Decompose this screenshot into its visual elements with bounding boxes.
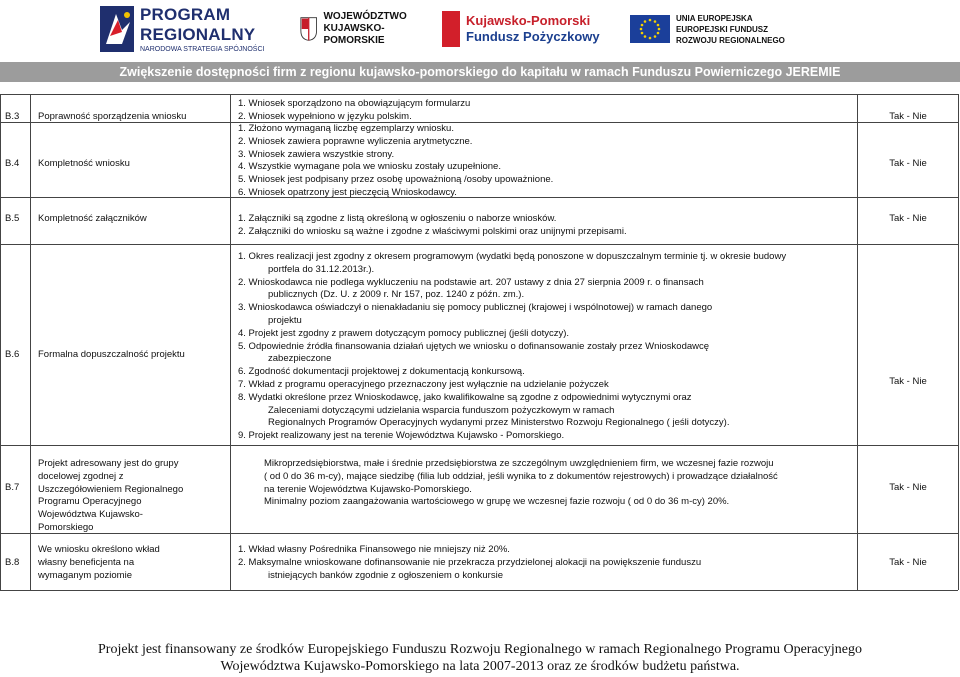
fundusz-mark [442,11,460,47]
list-item: 2. Wniosek wypełniono w języku polskim. [238,110,412,122]
list-item: 1. Załączniki są zgodne z listą określoną w ogłoszeniu o naborze wniosków. [238,213,557,224]
criterion-code: B.3 [5,111,20,122]
program-regionalny-emblem [100,6,134,52]
fundusz-line1: Kujawsko-Pomorski [466,13,591,28]
wojewodztwo-line2: KUJAWSKO-POMORSKIE [323,23,385,46]
ue-line1: UNIA EUROPEJSKA [676,13,753,23]
score-options: Tak - Nie [889,376,927,387]
list-item: 6. Zgodność dokumentacji projektowej z dokumentacją konkursową. [238,366,525,378]
label-line: Programu Operacyjnego [38,496,142,508]
criterion-code: B.6 [5,349,20,360]
criterion-items [238,458,858,509]
criterion-items [238,544,858,582]
list-item: projektu [268,314,302,326]
footer-line2: Województwa Kujawsko-Pomorskiego na lata 2007-2013 oraz ze środków budżetu państwa. [220,659,740,674]
list-item: ( od 0 do 36 m-cy), mające siedzibę (filia lub oddział, jeśli wynika to z dokumentów rejestrowych) i prowadzące działalność [264,470,778,482]
program-regionalny-logo [100,4,300,54]
list-item: 5. Odpowiednie źródła finansowania działań ujętych we wniosku o dofinansowanie zostały przez Wnioskodawcę [238,340,710,352]
coat-of-arms-icon [300,15,317,43]
list-item: 3. Wniosek zawiera wszystkie strony. [238,148,395,160]
score-options: Tak - Nie [889,158,927,169]
label-line: Pomorskiego [38,521,94,533]
ue-line3: ROZWOJU REGIONALNEGO [676,35,785,45]
list-item: 1. Złożono wymaganą liczbę egzemplarzy wniosku. [238,123,454,134]
score-options: Tak - Nie [889,557,927,568]
criterion-label [38,458,183,535]
fundusz-line2: Fundusz Pożyczkowy [466,29,600,44]
list-item: 4. Wszystkie wymagane pola we wniosku zostały uzupełnione. [238,161,501,173]
list-item: 6. Wniosek opatrzony jest pieczęcią Wnioskodawcy. [238,186,457,198]
list-item: 4. Projekt jest zgodny z prawem dotyczącym pomocy publicznej (jeśli dotyczy). [238,327,570,339]
list-item: Regionalnych Programów Operacyjnych wydanymi przez Ministerstwo Rozwoju Regionalnego ( jeśli dotyczy). [268,417,730,429]
list-item: zabezpieczone [268,353,332,365]
logo-header [0,0,960,60]
list-item: 2. Maksymalne wnioskowane dofinansowanie nie przekracza przydzielonej alokacji na powiększenie funduszu [238,556,702,568]
criterion-items [238,213,858,239]
list-item: 8. Wydatki określone przez Wnioskodawcę, jako kwalifikowalne są zgodne z odpowiednimi wytycznymi oraz [238,391,692,403]
list-item: istniejących banków zgodnie z ogłoszeniem o konkursie [268,569,503,581]
criterion-label [38,544,160,582]
label-line: własny beneficjenta na [38,556,135,568]
label-line: wymaganym poziomie [38,569,132,581]
criterion-label: Kompletność załączników [38,213,147,224]
list-item: portfela do 31.12.2013r.). [268,263,375,275]
list-item: na terenie Województwa Kujawsko-Pomorskiego. [264,483,472,495]
list-item: 5. Wniosek jest podpisany przez osobę upoważnioną /osoby upoważnione. [238,174,554,186]
list-item: 1. Wniosek sporządzono na obowiązującym formularzu [238,98,471,109]
banner-text: Zwiększenie dostępności firm z regionu kujawsko-pomorskiego do kapitału w ramach Funduszu Powierniczego JEREMIE [119,65,841,79]
list-item: 9. Projekt realizowany jest na terenie Województwa Kujawsko - Pomorskiego. [238,430,565,442]
list-item: Minimalny poziom zaangażowania wartościowego w grupę we wczesnej fazie rozwoju ( od 0 do 36 m-cy) 20%. [264,496,730,508]
list-item: 1. Wkład własny Pośrednika Finansowego nie mniejszy niż 20%. [238,544,510,555]
list-item: 2. Załączniki do wniosku są ważne i zgodne z właściwymi polskimi oraz unijnymi przepisami. [238,225,627,237]
label-line: Województwa Kujawsko- [38,509,143,521]
title-banner [0,62,960,82]
wojewodztwo-logo [300,4,430,54]
criterion-code: B.8 [5,557,20,568]
criterion-items [238,98,858,124]
list-item: 3. Wnioskodawca oświadczył o nienakładaniu się pomocy publicznej (krajowej i wspólnotowej) w ramach danego [238,302,713,314]
criterion-label: Poprawność sporządzenia wniosku [38,111,187,122]
ue-logo [630,4,790,54]
wojewodztwo-line1: WOJEWÓDZTWO [323,11,407,22]
criterion-label: Formalna dopuszczalność projektu [38,349,185,360]
eu-flag-icon [630,15,670,43]
score-options: Tak - Nie [889,213,927,224]
label-line: Uszczegółowieniem Regionalnego [38,483,184,495]
funding-footer [0,641,960,675]
list-item: Mikroprzedsiębiorstwa, małe i średnie przedsiębiorstwa ze szczególnym uwzględnieniem firm, we wczesnej fazie rozwoju [264,458,774,469]
label-line: docelowej zgodnej z [38,470,124,482]
label-line: We wniosku określono wkład [38,544,160,555]
fundusz-logo [442,4,602,54]
list-item: 2. Wniosek zawiera poprawne wyliczenia arytmetyczne. [238,135,473,147]
label-line: Projekt adresowany jest do grupy [38,458,179,469]
criterion-items [238,251,858,443]
score-options: Tak - Nie [889,482,927,493]
criterion-items [238,123,858,200]
criterion-code: B.4 [5,158,20,169]
list-item: 7. Wkład z programu operacyjnego przeznaczony jest wyłącznie na udzielanie pożyczek [238,378,609,390]
ue-line2: EUROPEJSKI FUNDUSZ [676,24,769,34]
program-regionalny-title: PROGRAM REGIONALNY [140,5,256,44]
program-regionalny-subtitle: NARODOWA STRATEGIA SPÓJNOŚCI [140,46,265,53]
footer-line1: Projekt jest finansowany ze środków Europejskiego Funduszu Rozwoju Regionalnego w ramach Regionalnego Programu Operacyjnego [98,642,862,657]
criterion-code: B.7 [5,482,20,493]
criterion-code: B.5 [5,213,20,224]
list-item: 1. Okres realizacji jest zgodny z okresem programowym (wydatki będą ponoszone w dopuszczalnym terminie tj. w okresie budowy [238,251,787,262]
list-item: Zaleceniami dotyczącymi udzielania wsparcia funduszom pożyczkowym w ramach [268,404,615,416]
list-item: 2. Wnioskodawca nie podlega wykluczeniu na podstawie art. 207 ustawy z dnia 27 sierpnia 2009 r. o finansach [238,276,704,288]
score-options: Tak - Nie [889,111,927,122]
list-item: publicznych (Dz. U. z 2009 r. Nr 157, poz. 1240 z późn. zm.). [268,289,525,301]
criterion-label: Kompletność wniosku [38,158,130,169]
